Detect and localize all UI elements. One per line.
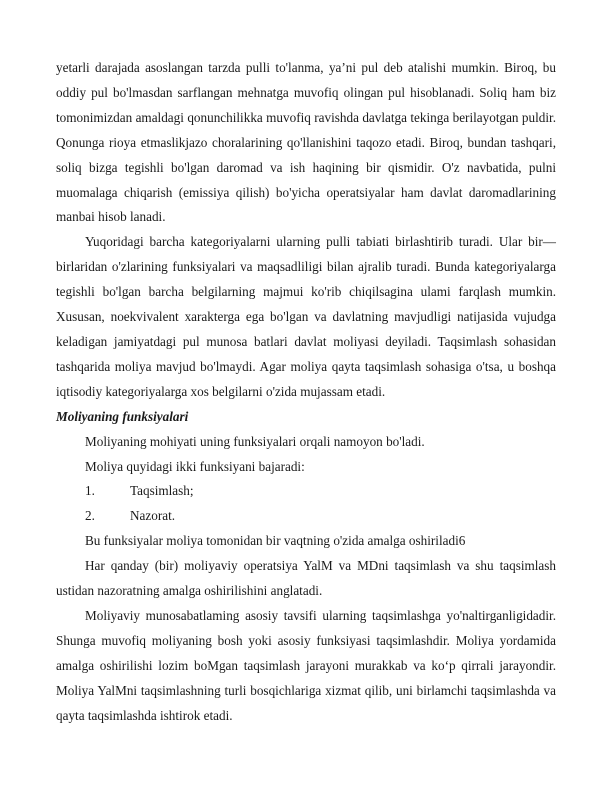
list-item <box>56 504 556 529</box>
list-item-number: 2. <box>85 508 95 524</box>
heading-moliyaning-funksiyalari: Moliyaning funksiyalari <box>56 408 189 424</box>
paragraph-yuqoridagi-kategoriyalar: Yuqoridagi barcha kategoriyalarni ularning pulli tabiati birlashtirib turadi. Ular bir—birlaridan o'zlarining funksiyalari va maqsadliligi bilan ajralib turadi. Bunda kategoriyalarga tegishli bo'lgan barcha belgilarning majmui ko'rib chiqilsagina ulami farqlash mumkin. Xususan, noekvivalent xarakterga ega bo'lgan va davlatning mavjudligi natijasida vujudga keladigan jamiyatdagi pul munosa batlari davlat moliyasi deyiladi. Taqsimlash sohasidan tashqarida moliya mavjud bo'lmaydi. Agar moliya qayta taqsimlash sohasiga o'tsa, u boshqa iqtisodiy kategoriyalarga xos belgilarni o'zida mujassam etadi. <box>56 234 556 399</box>
list-item-label: Nazorat. <box>130 508 176 524</box>
document-body <box>56 56 556 728</box>
paragraph-har-qanday-operatsiya: Har qanday (bir) moliyaviy operatsiya YalM va MDni taqsimlash va shu taqsimlash ustidan nazoratning amalga oshirilishini anglatadi. <box>56 558 556 599</box>
paragraph-bu-funksiyalar: Bu funksiyalar moliya tomonidan bir vaqtning o'zida amalga oshiriladi6 <box>85 533 466 549</box>
list-item <box>56 479 556 504</box>
list-item-number: 1. <box>85 483 95 499</box>
paragraph-ikki-funksiya-intro: Moliya quyidagi ikki funksiyani bajaradi: <box>85 458 305 474</box>
paragraph-moliyaviy-munosabatlar: Moliyaviy munosabatlaming asosiy tavsifi ularning taqsimlashga yo'naltirganligidadir. Shunga muvofiq moliyaning bosh yoki asosiy funksiyasi taqsimlashdir. Moliya yordamida amalga oshirilishi lozim boMgan taqsimlash jarayoni murakkab va ko‘p qirrali jarayondir. Moliya YalMni taqsimlashning turli bosqichlariga xizmat qilib, uni birlamchi taqsimlashda va qayta taqsimlashda ishtirok etadi. <box>56 607 556 723</box>
paragraph-intro-pulli-tolanma: yetarli darajada asoslangan tarzda pulli to'lanma, ya’ni pul deb atalishi mumkin. Biroq, bu oddiy pul bo'lmasdan sarflangan mehnatga muvofiq olingan pul hisoblanadi. Soliq ham biz tomonimizdan amaldagi qonunchilikka muvofiq ravishda davlatga tekinga berilayotgan puldir. Qonunga rioya etmaslikjazo choralarining qo'llanishini taqozo etadi. Biroq, bundan tashqari, soliq bizga tegishli bo'lgan daromad va ish haqining bir qismidir. O'z navbatida, pulni muomalaga chiqarish (emissiya qilish) bo'yicha operatsiyalar ham davlat daromadlarining manbai hisob lanadi. <box>56 60 556 225</box>
paragraph-moliyaning-mohiyati: Moliyaning mohiyati uning funksiyalari orqali namoyon bo'ladi. <box>85 433 425 449</box>
list-item-label: Taqsimlash; <box>130 483 194 499</box>
